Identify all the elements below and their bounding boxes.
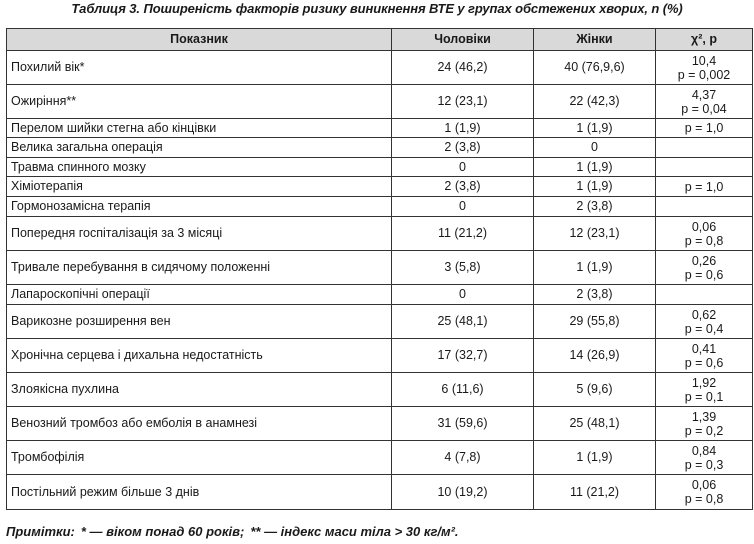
stat-value: 0,84 [691,443,717,458]
stat-cell [656,441,753,475]
stat-value: 1,92 [691,375,717,390]
stat-p-value: p = 0,8 [684,492,724,506]
women-cell: 22 (42,3) [534,85,656,119]
stat-value: 0,06 [691,478,717,492]
header-row [7,29,753,51]
indicator-cell: Травма спинного мозку [7,158,392,177]
women-cell: 5 (9,6) [534,373,656,407]
stat-p-value: p = 0,1 [684,389,724,404]
stat-value: 0,62 [691,307,717,322]
note-label: Примітки: [6,524,75,539]
women-cell: 11 (21,2) [534,475,656,510]
indicator-cell: Гормонозамісна терапія [7,197,392,217]
header-chi-square: χ², p [656,29,753,51]
men-cell: 31 (59,6) [392,407,534,441]
table-row [7,119,753,138]
women-cell: 1 (1,9) [534,177,656,197]
stat-cell [656,217,753,251]
header-women: Жінки [534,29,656,51]
table-caption: Таблиця 3. Поширеність факторів ризику виникнення ВТЕ у групах обстежених хворих, n (%) [71,1,683,16]
table-row [7,373,753,407]
indicator-cell: Хронічна серцева і дихальна недостатність [7,339,392,373]
men-cell: 6 (11,6) [392,373,534,407]
table-row [7,85,753,119]
women-cell: 25 (48,1) [534,407,656,441]
stat-p-value: p = 0,04 [681,101,727,116]
indicator-cell: Похилий вік* [7,51,392,85]
header-indicator: Показник [7,29,392,51]
table-row [7,158,753,177]
table-row [7,475,753,510]
stat-cell [656,138,753,158]
men-cell: 12 (23,1) [392,85,534,119]
stat-cell [656,119,753,138]
stat-value: 1,39 [691,409,717,424]
women-cell: 12 (23,1) [534,217,656,251]
risk-factors-table [6,28,753,510]
table-row [7,441,753,475]
indicator-cell: Тромбофілія [7,441,392,475]
indicator-cell: Лапароскопічні операції [7,285,392,305]
stat-cell [656,373,753,407]
stat-p-value: p = 0,2 [684,423,724,438]
indicator-cell: Перелом шийки стегна або кінцівки [7,119,392,138]
men-cell: 0 [392,285,534,305]
stat-p-value: p = 0,6 [684,267,724,282]
stat-cell [656,177,753,197]
women-cell: 40 (76,9,6) [534,51,656,85]
women-cell: 1 (1,9) [534,158,656,177]
table-row [7,339,753,373]
women-cell: 14 (26,9) [534,339,656,373]
women-cell: 0 [534,138,656,158]
stat-cell [656,305,753,339]
women-cell: 1 (1,9) [534,251,656,285]
stat-value: p = 1,0 [684,179,724,194]
indicator-cell: Венозний тромбоз або емболія в анамнезі [7,407,392,441]
women-cell: 1 (1,9) [534,441,656,475]
indicator-cell: Ожиріння** [7,85,392,119]
note-item-age: * — віком понад 60 років; [80,524,245,539]
stat-p-value: p = 0,8 [684,233,724,248]
men-cell: 4 (7,8) [392,441,534,475]
stat-value: 0,26 [691,253,717,268]
indicator-cell: Злоякісна пухлина [7,373,392,407]
table-row [7,217,753,251]
stat-p-value: p = 0,6 [684,355,724,370]
indicator-cell: Хіміотерапія [7,177,392,197]
stat-value: 4,37 [691,87,717,102]
table-row [7,177,753,197]
men-cell: 3 (5,8) [392,251,534,285]
stat-p-value: p = 0,3 [684,457,724,472]
table-row [7,51,753,85]
stat-p-value: p = 0,4 [684,321,724,336]
stat-value: 10,4 [691,53,717,68]
stat-cell [656,51,753,85]
stat-cell [656,285,753,305]
women-cell: 1 (1,9) [534,119,656,138]
stat-p-value: p = 0,002 [677,67,731,82]
stat-value: 0,41 [691,341,717,356]
men-cell: 24 (46,2) [392,51,534,85]
men-cell: 0 [392,158,534,177]
stat-value: 0,06 [691,219,717,234]
women-cell: 29 (55,8) [534,305,656,339]
men-cell: 0 [392,197,534,217]
indicator-cell: Велика загальна операція [7,138,392,158]
stat-cell [656,158,753,177]
women-cell: 2 (3,8) [534,285,656,305]
stat-cell [656,475,753,510]
men-cell: 11 (21,2) [392,217,534,251]
header-men: Чоловіки [392,29,534,51]
men-cell: 2 (3,8) [392,138,534,158]
table-note [6,524,459,539]
table-row [7,407,753,441]
men-cell: 25 (48,1) [392,305,534,339]
table-body [7,51,753,510]
indicator-cell: Попередня госпіталізація за 3 місяці [7,217,392,251]
indicator-cell: Тривале перебування в сидячому положенні [7,251,392,285]
table-row [7,197,753,217]
table-row [7,251,753,285]
table-row [7,285,753,305]
men-cell: 1 (1,9) [392,119,534,138]
men-cell: 10 (19,2) [392,475,534,510]
table-row [7,138,753,158]
stat-cell [656,197,753,217]
stat-cell [656,339,753,373]
stat-cell [656,85,753,119]
indicator-cell: Варикозне розширення вен [7,305,392,339]
women-cell: 2 (3,8) [534,197,656,217]
note-item-bmi: ** — індекс маси тіла > 30 кг/м². [250,524,459,539]
table-row [7,305,753,339]
stat-value: p = 1,0 [684,121,724,135]
stat-cell [656,407,753,441]
stat-cell [656,251,753,285]
men-cell: 2 (3,8) [392,177,534,197]
men-cell: 17 (32,7) [392,339,534,373]
indicator-cell: Постільний режим більше 3 днів [7,475,392,510]
